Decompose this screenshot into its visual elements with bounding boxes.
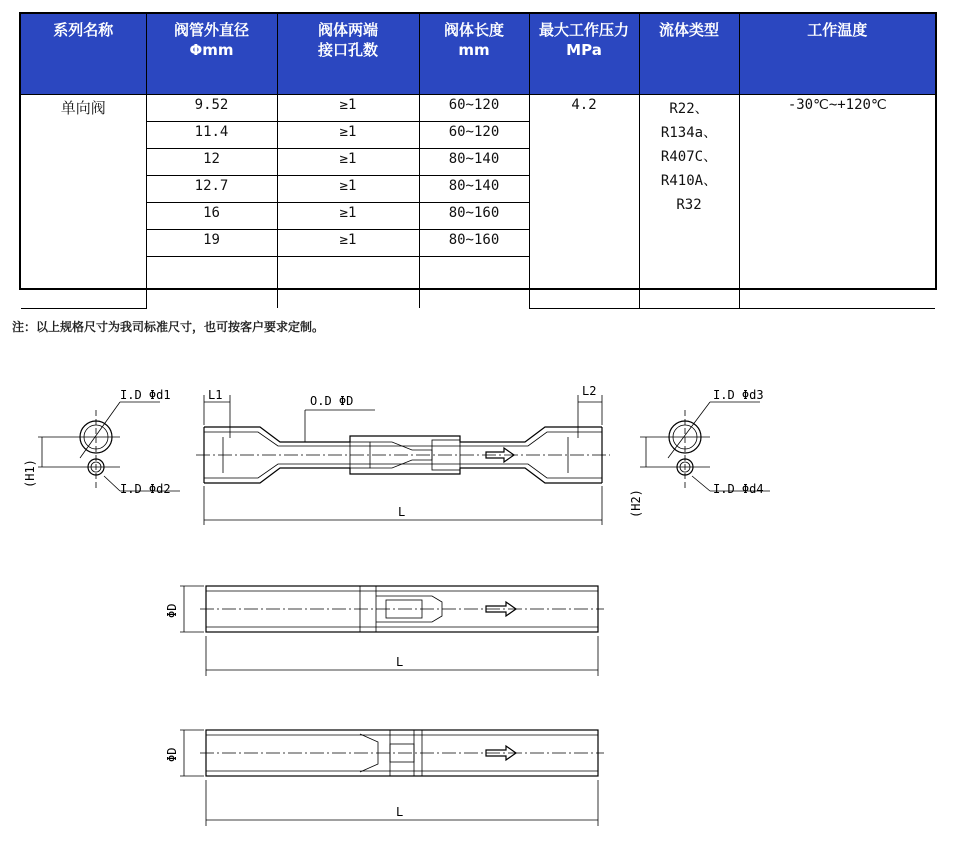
diameter-cell: 12.7 (146, 175, 277, 202)
valve-drawing-straight-2 (160, 720, 620, 830)
empty-cell (277, 256, 419, 308)
empty-cell (146, 256, 277, 308)
pressure-cell: 4.2 (529, 94, 639, 308)
right-end-view (640, 402, 770, 491)
label-id-d1: I.D Φd1 (120, 388, 171, 402)
diameter-cell: 11.4 (146, 121, 277, 148)
spec-note: 注：以上规格尺寸为我司标准尺寸，也可按客户要求定制。 (12, 320, 325, 334)
header-max-pressure: 最大工作压力 MPa (529, 14, 639, 94)
label-id-d4: I.D Φd4 (713, 482, 764, 496)
label-phi-d: ΦD (165, 603, 179, 618)
valve-body-outline (196, 427, 610, 483)
diameter-cell: 19 (146, 229, 277, 256)
header-body-length: 阀体长度 mm (419, 14, 529, 94)
diameter-cell: 12 (146, 148, 277, 175)
series-name-cell: 单向阀 (21, 94, 146, 308)
length-cell: 80~160 (419, 202, 529, 229)
header-pipe-diameter: 阀管外直径 Φmm (146, 14, 277, 94)
empty-cell (419, 256, 529, 308)
length-cell: 60~120 (419, 121, 529, 148)
label-phi-d: ΦD (165, 747, 179, 762)
valve-drawing-main (20, 380, 810, 530)
header-port-count: 阀体两端 接口孔数 (277, 14, 419, 94)
temperature-cell: -30℃~+120℃ (739, 94, 935, 308)
header-fluid-type: 流体类型 (639, 14, 739, 94)
label-l: L (396, 655, 404, 669)
label-l: L (398, 505, 406, 519)
valve-body-straight-1 (200, 586, 604, 632)
label-h2: (H2) (629, 489, 643, 518)
fluid-type-cell: R22、 R134a、 R407C、 R410A、 R32 (639, 94, 739, 308)
ports-cell: ≥1 (277, 175, 419, 202)
ports-cell: ≥1 (277, 148, 419, 175)
spec-table (19, 12, 937, 290)
diameter-cell: 16 (146, 202, 277, 229)
valve-drawing-straight-1 (160, 578, 620, 678)
ports-cell: ≥1 (277, 202, 419, 229)
label-l1: L1 (208, 388, 223, 402)
table-row (21, 94, 935, 121)
header-temperature: 工作温度 (739, 14, 935, 94)
label-l: L (396, 805, 404, 819)
label-id-d3: I.D Φd3 (713, 388, 764, 402)
ports-cell: ≥1 (277, 121, 419, 148)
label-od-d: O.D ΦD (310, 394, 354, 408)
length-cell: 80~160 (419, 229, 529, 256)
left-end-view (38, 402, 180, 491)
diameter-cell: 9.52 (146, 94, 277, 121)
header-series-name: 系列名称 (21, 14, 146, 94)
label-h1: (H1) (23, 459, 37, 488)
ports-cell: ≥1 (277, 94, 419, 121)
valve-body-straight-2 (200, 730, 604, 776)
label-l2: L2 (582, 384, 597, 398)
length-cell: 80~140 (419, 148, 529, 175)
length-cell: 80~140 (419, 175, 529, 202)
ports-cell: ≥1 (277, 229, 419, 256)
length-cell: 60~120 (419, 94, 529, 121)
label-id-d2: I.D Φd2 (120, 482, 171, 496)
